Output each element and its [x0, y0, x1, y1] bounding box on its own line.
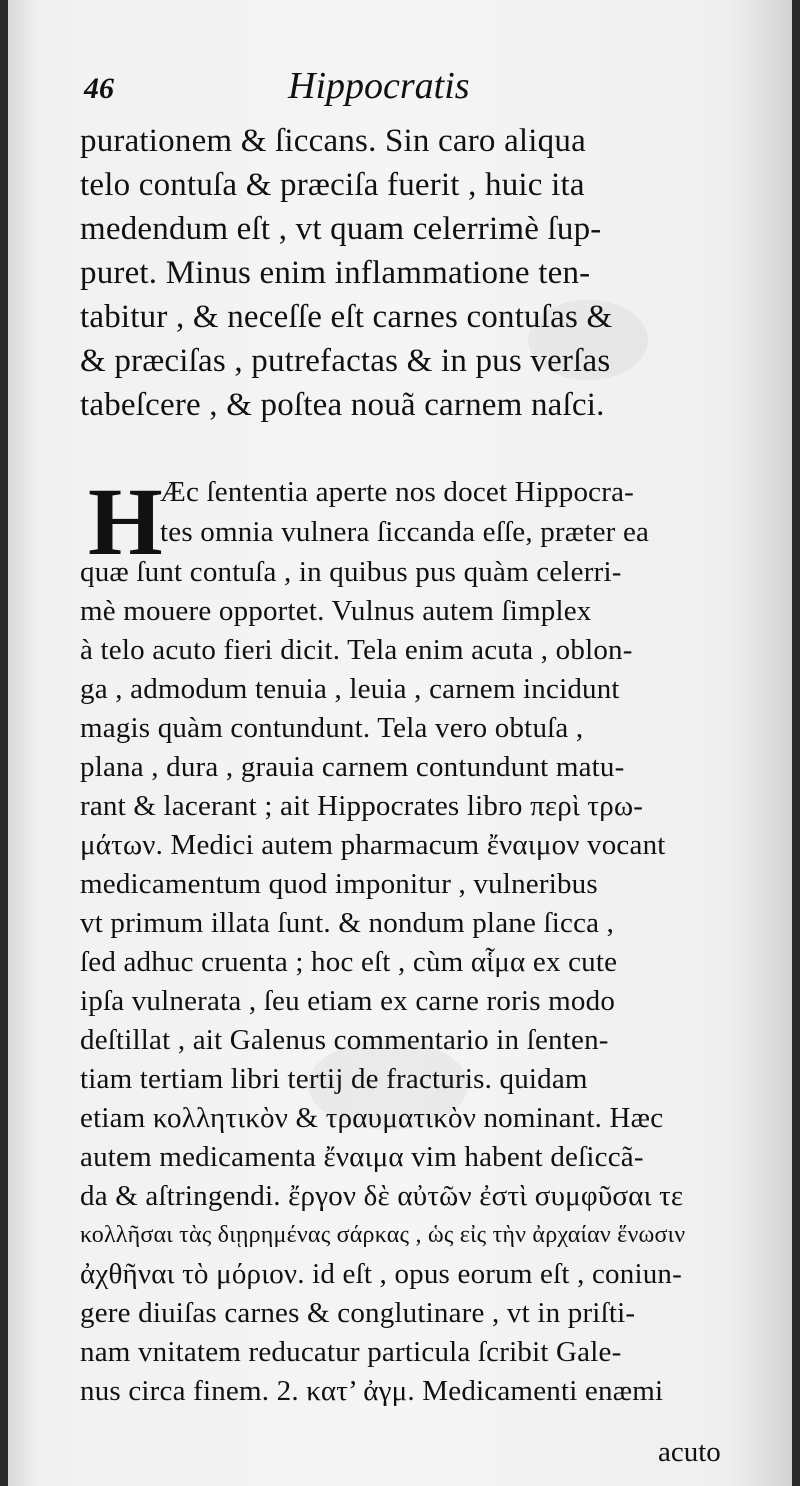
running-title: Hippocratis [288, 65, 470, 107]
text-line: tabitur , & neceſſe eſt carnes contuſas & [80, 299, 613, 335]
page-number: 46 [84, 72, 114, 105]
text-line: Æc ſententia aperte nos docet Hippocra- [160, 476, 635, 508]
text-line: κολλῆσαι τὰς διῃρημένας σάρκας , ὡς εἰς τὴν ἀρχαίαν ἕνωσιν [80, 1222, 686, 1248]
text-line: vt primum illata ſunt. & nondum plane ſicca , [80, 907, 615, 939]
text-line: tes omnia vulnera ſiccanda eſſe, præter ea [160, 516, 650, 548]
text-line: μάτων. Medici autem pharmacum ἔναιμον vocant [80, 829, 666, 861]
text-line: ga , admodum tenuia , leuia , carnem incidunt [80, 673, 620, 705]
text-line: ſed adhuc cruenta ; hoc eſt , cùm αἷμα ex cute [80, 946, 618, 978]
text-line: & præciſas , putrefactas & in pus verſas [80, 343, 611, 379]
text-line: gere diuiſas carnes & conglutinare , vt in priſti- [80, 1297, 636, 1329]
text-line: deſtillat , ait Galenus commentario in ſenten- [80, 1024, 609, 1056]
text-line: tabeſcere , & poſtea nouã carnem naſci. [80, 387, 605, 423]
text-line: nus circa finem. 2. κατ’ ἀγμ. Medicamenti enæmi [80, 1375, 664, 1407]
text-line: ipſa vulnerata , ſeu etiam ex carne roris modo [80, 985, 616, 1017]
text-line: mè mouere opportet. Vulnus autem ſimplex [80, 595, 592, 627]
text-line: etiam κολλητικὸν & τραυματικὸν nominant. Hæc [80, 1102, 664, 1134]
text-line: autem medicamenta ἔναιμα vim habent deſiccã- [80, 1141, 644, 1173]
text-line: medendum eſt , vt quam celerrimè ſup- [80, 211, 602, 247]
text-line: purationem & ſiccans. Sin caro aliqua [80, 123, 586, 159]
page-header [8, 64, 792, 114]
text-line: puret. Minus enim inflammatione ten- [80, 255, 591, 291]
text-line: medicamentum quod imponitur , vulneribus [80, 868, 598, 900]
text-line: plana , dura , grauia carnem contundunt matu- [80, 751, 625, 783]
catchword: acuto [658, 1436, 721, 1468]
text-line: da & aſtringendi. ἔργον δὲ αὐτῶν ἐστὶ συμφῦσαι τε [80, 1180, 684, 1212]
text-line: tiam tertiam libri tertij de fracturis. quidam [80, 1063, 588, 1095]
text-line: magis quàm contundunt. Tela vero obtuſa , [80, 712, 584, 744]
text-line: nam vnitatem reducatur particula ſcribit Gale- [80, 1336, 622, 1368]
text-line: quæ ſunt contuſa , in quibus pus quàm celerri- [80, 556, 622, 588]
book-page [8, 0, 792, 1486]
text-line: rant & lacerant ; ait Hippocrates libro περὶ τρω- [80, 790, 644, 822]
text-line: telo contuſa & præciſa fuerit , huic ita [80, 167, 585, 203]
text-line: ἀχθῆναι τὸ μόριον. id eſt , opus eorum eſt , coniun- [80, 1258, 682, 1290]
drop-capital: H [88, 468, 163, 575]
text-line: à telo acuto fieri dicit. Tela enim acuta , oblon- [80, 634, 633, 666]
